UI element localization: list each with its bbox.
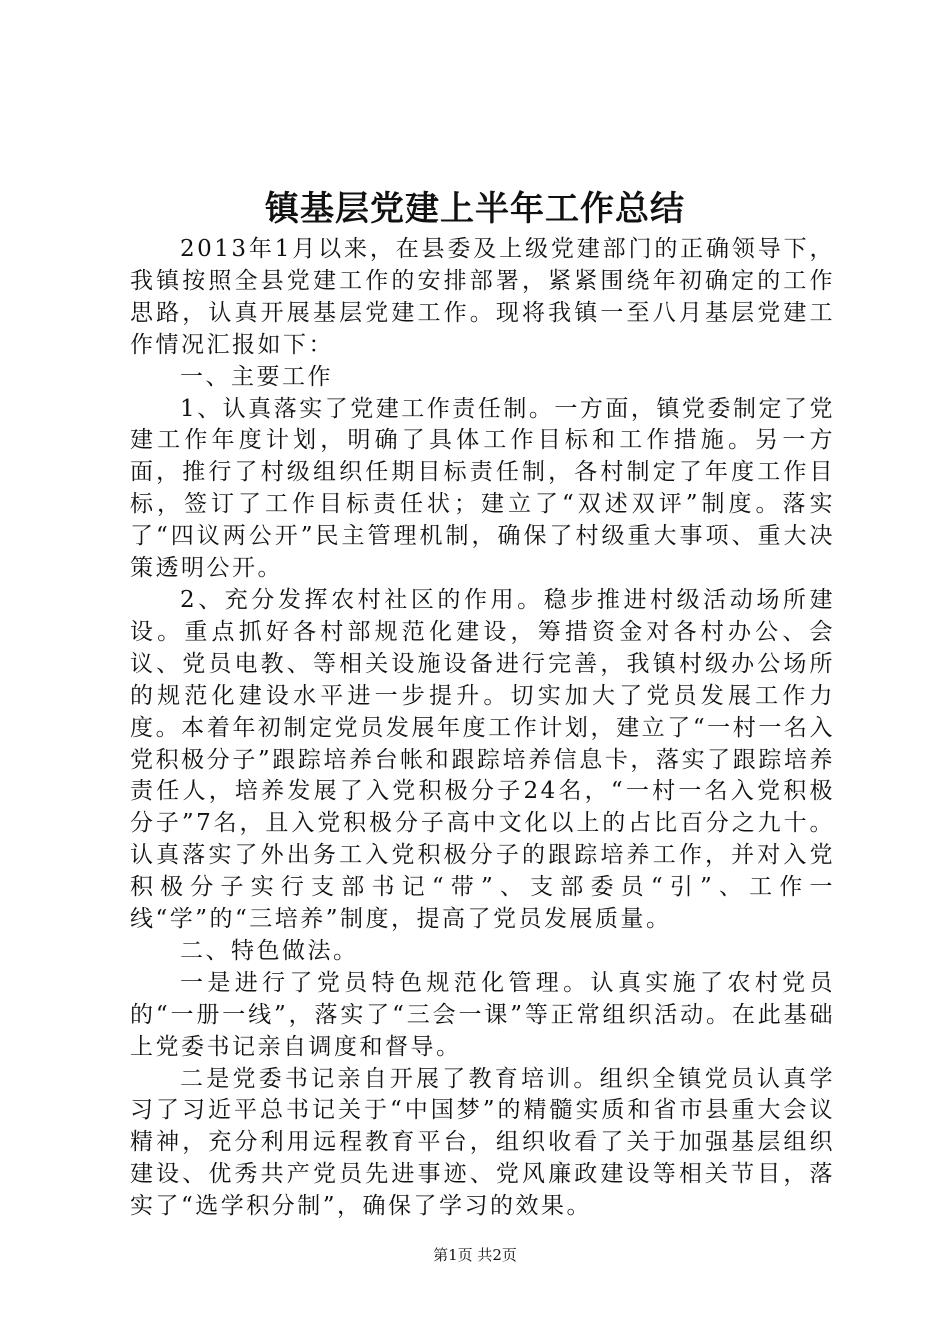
paragraph-item-2: 2、充分发挥农村社区的作用。稳步推进村级活动场所建设。重点抓好各村部规范化建设，筹措资金对各村办公、会议、党员电教、等相关设施设备进行完善，我镇村级办公场所的规范化建设水平进一步提升。切实加大了党员发展工作力度。本着年初制定党员发展年度工作计划，建立了“一村一名入党积极分子”跟踪培养台帐和跟踪培养信息卡，落实了跟踪培养责任人，培养发展了入党积极分子24名，“一村一名入党积极分子”7名，且入党积极分子高中文化以上的占比百分之九十。认真落实了外出务工入党积极分子的跟踪培养工作，并对入党积极分子实行支部书记“带”、支部委员“引”、工作一线“学”的“三培养”制度，提高了党员发展质量。 — [130, 586, 835, 933]
paragraph-feature-2: 二是党委书记亲自开展了教育培训。组织全镇党员认真学习了习近平总书记关于“中国梦”的精髓实质和省市县重大会议精神，充分利用远程教育平台，组织收看了关于加强基层组织建设、优秀共产党员先进事迹、党风廉政建设等相关节目，落实了“选学积分制”，确保了学习的效果。 — [130, 1065, 835, 1220]
paragraph-item-1: 1、认真落实了党建工作责任制。一方面，镇党委制定了党建工作年度计划，明确了具体工作目标和工作措施。另一方面，推行了村级组织任期目标责任制，各村制定了年度工作目标，签订了工作目标责任状；建立了“双述双评”制度。落实了“四议两公开”民主管理机制，确保了村级重大事项、重大决策透明公开。 — [130, 395, 835, 582]
page-footer: 第1页 共2页 — [433, 1246, 517, 1264]
section-heading-main-work: 一、主要工作 — [180, 363, 333, 390]
document-title: 镇基层党建上半年工作总结 — [265, 189, 685, 229]
paragraph-feature-1: 一是进行了党员特色规范化管理。认真实施了农村党员的“一册一线”，落实了“三会一课”等正常组织活动。在此基础上党委书记亲自调度和督导。 — [130, 969, 835, 1060]
section-heading-features: 二、特色做法。 — [180, 937, 359, 964]
paragraph-intro: 2013年1月以来，在县委及上级党建部门的正确领导下，我镇按照全县党建工作的安排部署，紧紧围绕年初确定的工作思路，认真开展基层党建工作。现将我镇一至八月基层党建工作情况汇报如下： — [130, 236, 835, 358]
document-body — [130, 234, 835, 1223]
